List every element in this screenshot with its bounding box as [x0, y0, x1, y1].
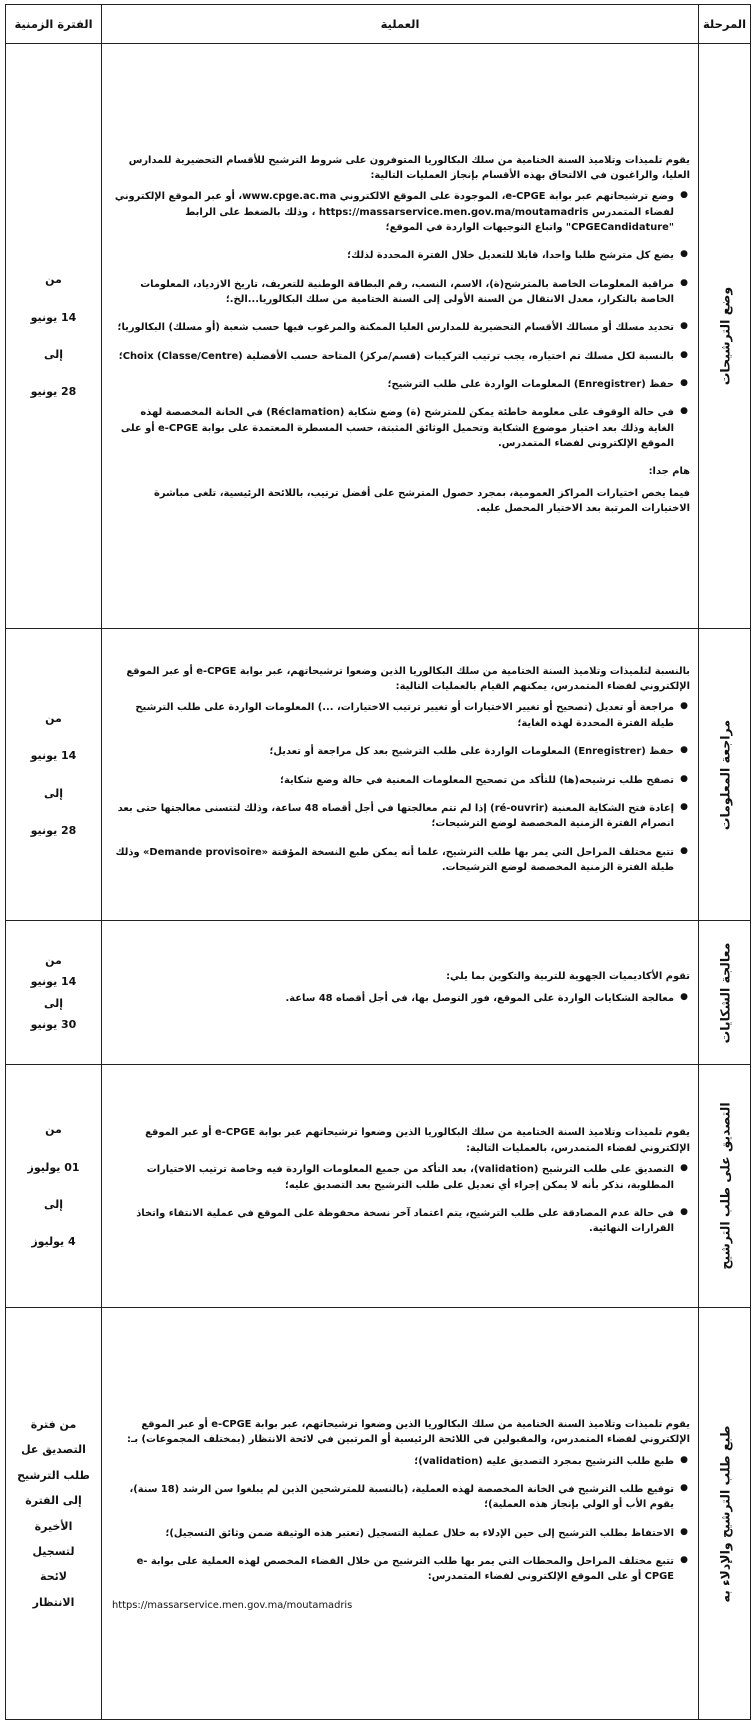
operation-cell [102, 1308, 699, 1720]
moutamadris-url[interactable]: https://massarservice.men.gov.ma/moutamadris [112, 1599, 353, 1611]
operation-list [112, 189, 690, 451]
period-line: إلى [43, 348, 64, 361]
list-item: ● حفظ (Enregistrer) المعلومات الواردة على طلب الترشيح؛ [112, 377, 674, 392]
table-row [6, 1065, 751, 1308]
header-operation: العملية [102, 5, 699, 44]
operation-cell [102, 44, 699, 629]
list-item: ● تصفح طلب ترشيحه(ها) للتأكد من تصحيح المعلومات المعنية في حالة وضع شكاية؛ [112, 773, 674, 788]
operation-cell [102, 1065, 699, 1308]
period-line: 14 يونيو [30, 975, 77, 989]
period-line: من [45, 1123, 62, 1137]
period-line: من [45, 953, 62, 967]
operation-list [112, 700, 690, 875]
period-line: الأخيرة [34, 1519, 73, 1533]
list-item: ● تحديد مسلك أو مسالك الأقسام التحضيرية للمدارس العليا الممكنة والمرغوب فيها حسب شعبة (أو مسلك) البكالوريا؛ [112, 320, 674, 335]
stage-label: مراجعة المعلومات [717, 719, 732, 830]
list-item: ● بالنسبة لكل مسلك تم اختياره، يجب ترتيب التركيبات (قسم/مركز) المتاحة حسب الأفضلية Choix (Classe/Centre)؛ [112, 349, 674, 364]
operation-intro: بالنسبة لتلميذات وتلاميذ السنة الختامية من سلك البكالوريا الذين وضعوا ترشيحاتهم، عبر بوابة e-CPGE أو عبر الموقع الإلكتروني لفضاء المتمدرس، يمكنهم القيام بالعمليات التالية: [126, 665, 690, 693]
period-line: لتسجيل [32, 1544, 75, 1558]
table-row [6, 1308, 751, 1720]
period-cell [6, 1308, 102, 1720]
operation-intro: تقوم الأكاديميات الجهوية للتربية والتكوين بما يلي: [446, 971, 690, 983]
stage-label: وضع الترشيحات [717, 286, 732, 386]
list-item: ● إعادة فتح الشكاية المعنية (ré-ouvrir) إذا لم تتم معالجتها في أجل أقصاه 48 ساعة، وذلك لتتسنى معالجتها حتى بعد انصرام الفترة الزمنية المخصصة لوضع الترشيحات؛ [112, 801, 674, 832]
operation-list [112, 1162, 690, 1236]
list-item: ● معالجة الشكايات الواردة على الموقع، فور التوصل بها، في أجل أقصاه 48 ساعة. [112, 991, 674, 1006]
list-item: ● يضع كل مترشح طلبا واحدا، قابلا للتعديل خلال الفترة المحددة لذلك؛ [112, 248, 674, 263]
period-line: إلى [43, 786, 64, 800]
header-row [6, 5, 751, 44]
period-cell [6, 921, 102, 1065]
operation-intro: يقوم تلميذات وتلاميذ السنة الختامية من سلك البكالوريا الذين وضعوا ترشيحاتهم، عبر بوابة e-CPGE أو عبر الموقع الإلكتروني لفضاء المتمدرس، والمقبولين في اللائحة الرئيسية أو المرتبين في لائحة الانتظار (بمختلف المجموعات) بـ: [127, 1418, 690, 1446]
header-stage: المرحلة [699, 5, 751, 44]
period-line: إلى [43, 996, 64, 1010]
stage-cell [699, 44, 751, 629]
period-line: التصديق عل [21, 1443, 86, 1457]
list-item: ● الاحتفاظ بطلب الترشيح إلى حين الإدلاء به خلال عملية التسجيل (تعتبر هذه الوثيقة ضمن وثائق التسجيل)؛ [112, 1526, 674, 1541]
list-item: ● تتبع مختلف المراحل التي يمر بها طلب الترشيح، علما أنه يمكن طبع النسخة المؤقتة «Demande provisoire» وذلك طيلة الفترة الزمنية المخصصة لوضع الترشيحات. [112, 845, 674, 876]
header-period: الفترة الزمنية [6, 5, 102, 44]
operation-cell [102, 921, 699, 1065]
period-line: إلى [43, 1198, 64, 1211]
period-line: الانتظار [32, 1595, 75, 1609]
operation-intro: يقوم تلميذات وتلاميذ السنة الختامية من سلك البكالوريا الذين وضعوا ترشيحاتهم عبر بوابة e-CPGE أو عبر الموقع الإلكتروني لفضاء المتمدرس، بالعمليات التالية: [145, 1127, 690, 1154]
period-line: لائحة [40, 1570, 67, 1584]
list-item: ● في حالة عدم المصادقة على طلب الترشيح، يتم اعتماد آخر نسخة محفوظة على الموقع في عملية الانتقاء واتخاذ القرارات النهائية. [112, 1206, 674, 1237]
note-text: فيما يخص اختيارات المراكز العمومية، بمجرد حصول المترشح على أفضل ترتيب، باللائحة الرئيسية، تلغى مباشرة الاختيارات المرتبة بعد الاختيار المحصل عليه. [153, 487, 690, 515]
note-title: هام جدا: [648, 466, 690, 478]
period-line: 28 يونيو [30, 385, 77, 399]
period-line: من [45, 711, 62, 725]
list-item: ● طبع طلب الترشيح بمجرد التصديق عليه (validation)؛ [112, 1454, 674, 1469]
period-cell [6, 1065, 102, 1308]
list-item: ● حفظ (Enregistrer) المعلومات الواردة على طلب الترشيح بعد كل مراجعة أو تعديل؛ [112, 744, 674, 759]
operation-cell [102, 629, 699, 921]
stage-cell [699, 1308, 751, 1720]
period-cell [6, 629, 102, 921]
stage-label: التصديق على طلب الترشيح [717, 1102, 732, 1270]
stage-cell [699, 921, 751, 1065]
operation-intro: يقوم تلميذات وتلاميذ السنة الختامية من سلك البكالوريا المتوفرون على شروط الترشيح للأقسام التحضيرية للمدارس العليا، والراغبون في الالتحاق بهذه الأقسام بإنجاز العمليات التالية: [128, 154, 690, 181]
period-cell [6, 44, 102, 629]
period-line: 4 يوليوز [31, 1235, 76, 1249]
list-item: ● مراجعة أو تعديل (تصحيح أو تغيير الاختيارات أو تغيير ترتيب الاختيارات، ...) المعلومات الواردة على طلب الترشيح طيلة الفترة المحددة لهذه الغاية؛ [112, 700, 674, 731]
period-line: إلى الفترة [25, 1494, 82, 1508]
list-item: ● في حالة الوقوف على معلومة خاطئة يمكن للمترشح (ة) وضع شكاية (Réclamation) في الخانة المخصصة لهذه الغاية وذلك بعد اختيار موضوع الشكاية وتحميل الوثائق المثبتة، حسب المسطرة المعتمدة على بوابة e-CPGE أو على الموقع الإلكتروني لفضاء المتمدرس. [112, 405, 674, 451]
list-item: ● وضع ترشيحاتهم عبر بوابة e-CPGE، الموجودة على الموقع الالكتروني www.cpge.ac.ma، أو عبر الموقع الإلكتروني لفضاء المتمدرس https://massarservice.men.gov.ma/moutamadris ، وذلك بالضغط على الرابط "CPGECandidature" واتباع التوجيهات الواردة في الموقع؛ [112, 189, 674, 235]
operation-list [112, 991, 690, 1006]
list-item: ● تتبع مختلف المراحل والمحطات التي يمر بها طلب الترشيح من خلال الفضاء المخصص لهذه العملية على بوابة e-CPGE أو على الموقع الإلكتروني لفضاء المتمدرس: [112, 1554, 674, 1585]
period-line: 01 يوليوز [27, 1160, 80, 1174]
table-row [6, 44, 751, 629]
stage-cell [699, 1065, 751, 1308]
period-line: 14 يونيو [30, 749, 77, 763]
list-item: ● التصديق على طلب الترشيح (validation)، بعد التأكد من جميع المعلومات الواردة فيه وخاصة ترتيب الاختيارات المطلوبة، نذكر بأنه لا يمكن إجراء أي تعديل على طلب الترشيح بعد التصديق عليه؛ [112, 1162, 674, 1193]
table-row [6, 629, 751, 921]
table-row [6, 921, 751, 1065]
period-line: 14 يونيو [30, 310, 77, 324]
period-line: طلب الترشيح [17, 1468, 90, 1482]
period-line: من [45, 273, 62, 287]
list-item: ● توقيع طلب الترشيح في الخانة المخصصة لهذه العملية، (بالنسبة للمترشحين الذين لم يبلغوا سن الرشد (18 سنة)، يقوم الأب أو الولي بإنجاز هذه العملية)؛ [112, 1482, 674, 1513]
stage-label: طبع طلب الترشيح والإدلاء به [717, 1425, 732, 1602]
period-line: 28 يونيو [30, 823, 77, 837]
period-line: 30 يونيو [30, 1017, 77, 1031]
period-line: من فترة [30, 1417, 77, 1431]
stage-cell [699, 629, 751, 921]
list-item: ● مراقبة المعلومات الخاصة بالمترشح(ة)، الاسم، النسب، رقم البطاقة الوطنية للتعريف، تاريخ الازدياد، المعلومات الخاصة بالتكرار، معدل الانتقال من السنة الأولى إلى السنة الختامية من سلك البكالوريا...الخ.؛ [112, 277, 674, 308]
schedule-table [5, 4, 751, 1720]
operation-list [112, 1454, 690, 1585]
stage-label: معالجة الشكايات [717, 942, 732, 1043]
